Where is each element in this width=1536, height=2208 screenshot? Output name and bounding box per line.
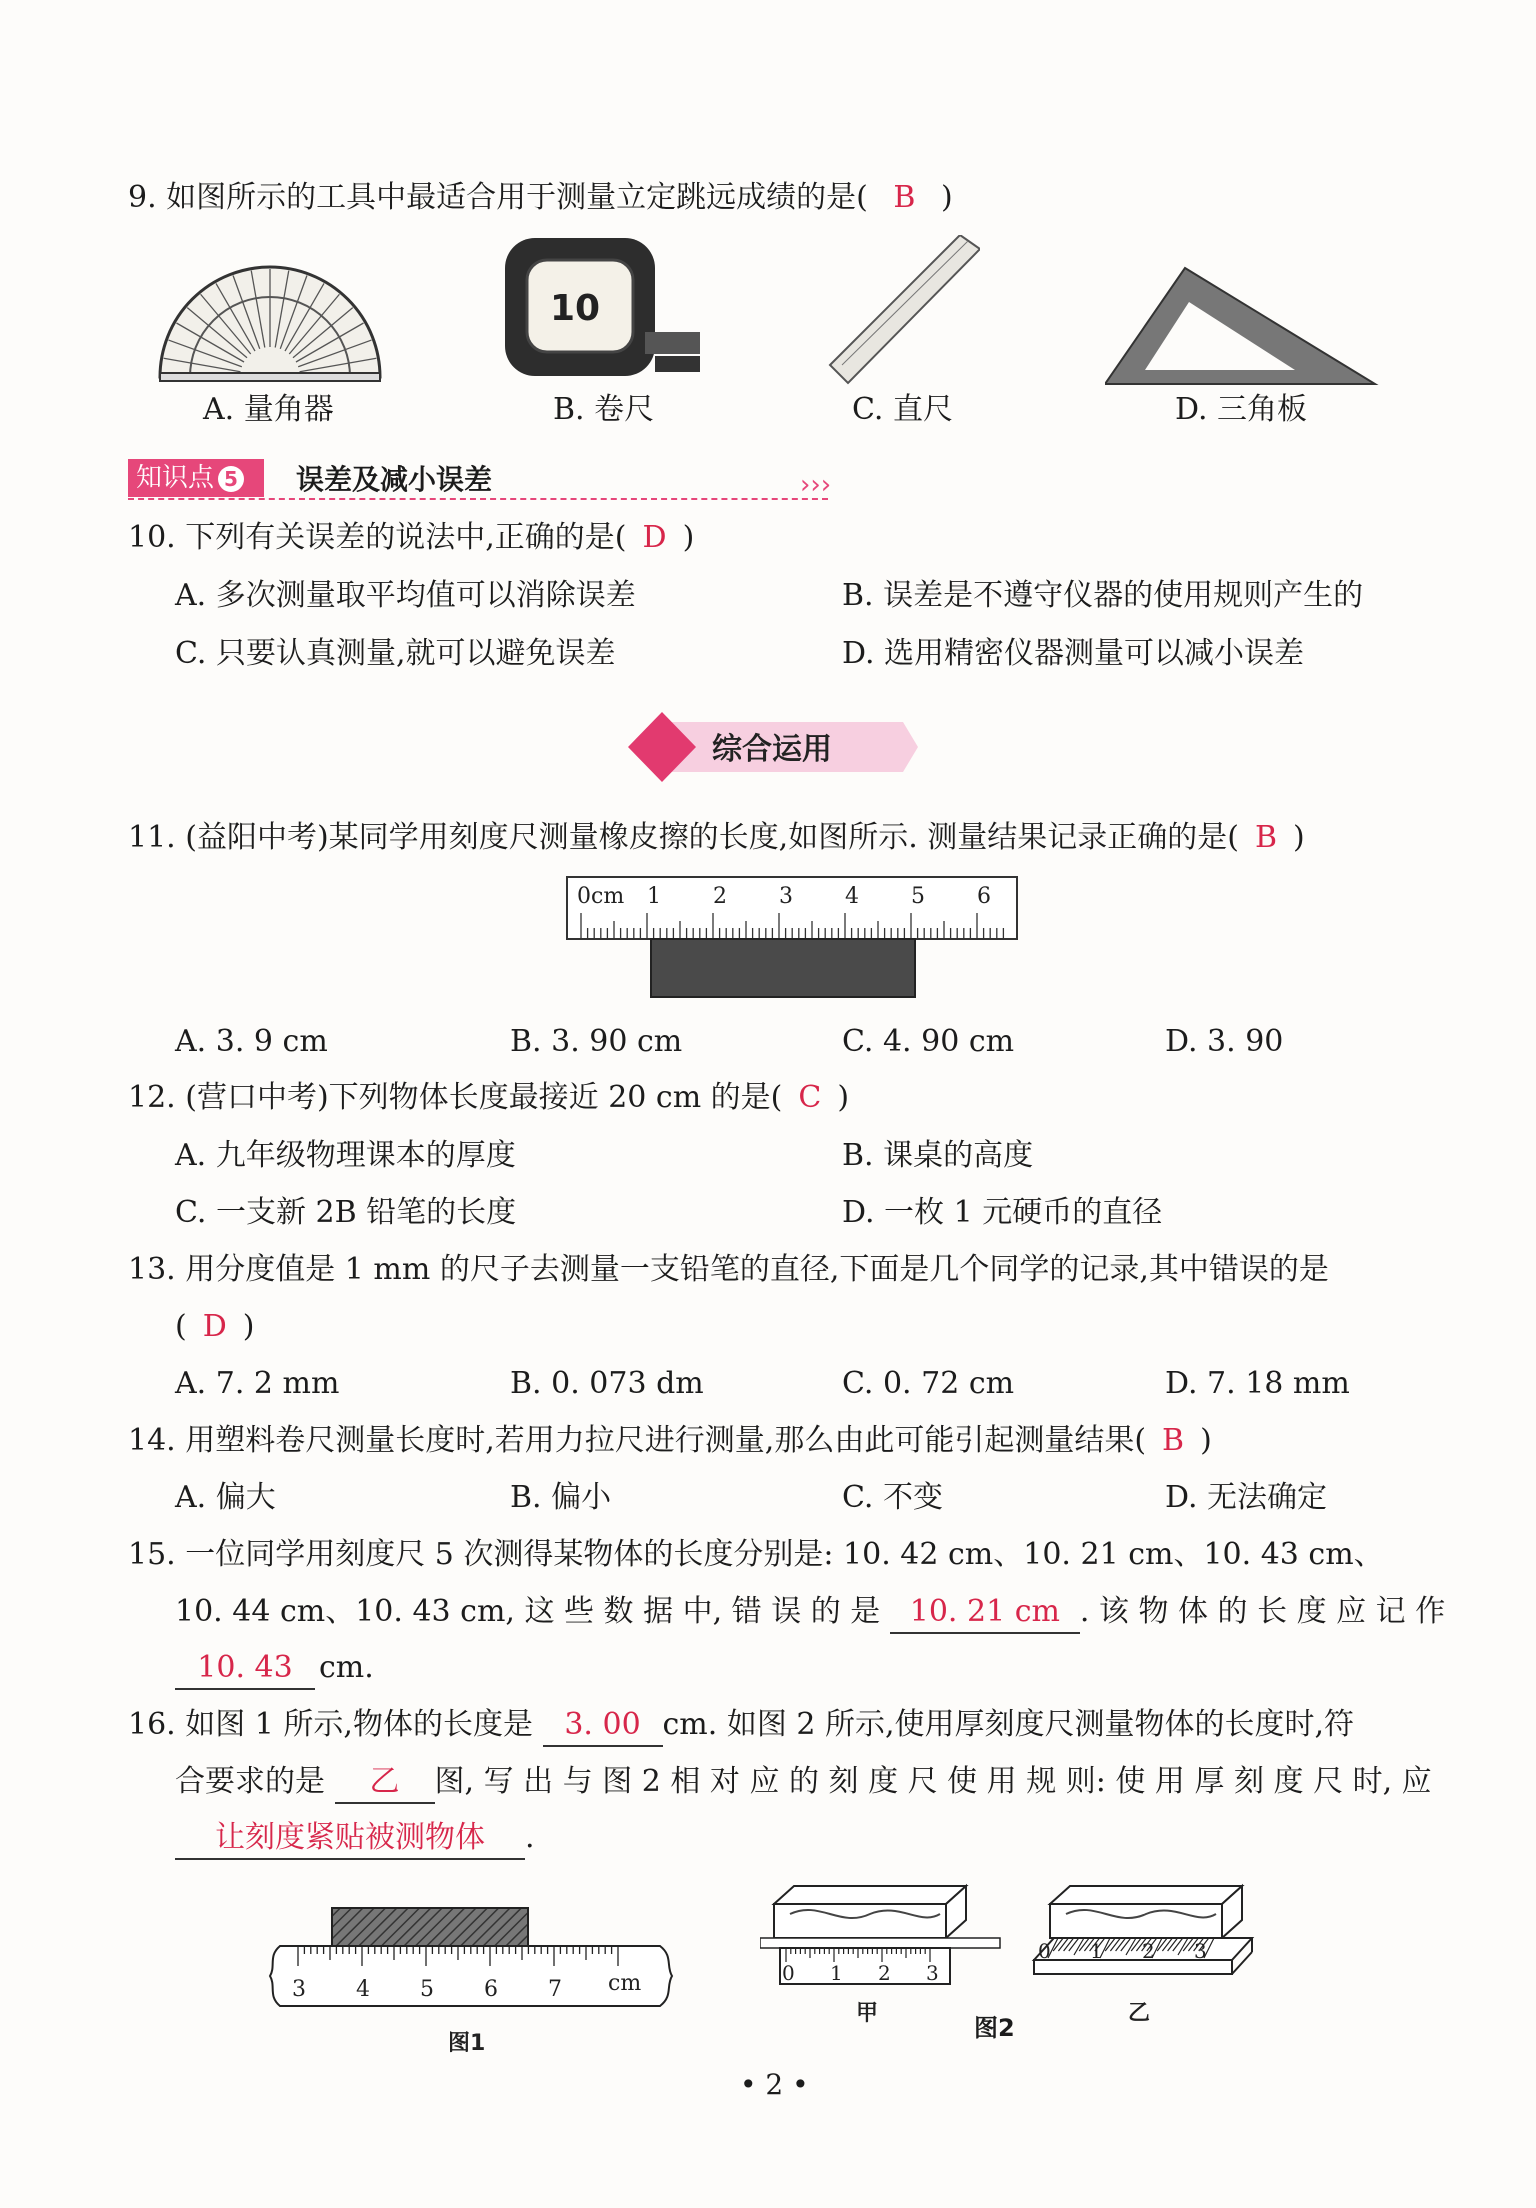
q12-stem: 12. (营口中考)下列物体长度最接近 20 cm 的是( C )	[128, 1080, 850, 1115]
q13-stem: 13. 用分度值是 1 mm 的尺子去测量一支铅笔的直径,下面是几个同学的记录,其中错误的是	[128, 1252, 1329, 1287]
q9-answer: B	[893, 180, 916, 215]
q10-option-b: B. 误差是不遵守仪器的使用规则产生的	[842, 578, 1364, 613]
knowledge-title: 误差及减小误差	[296, 463, 493, 496]
straight-ruler-image	[820, 235, 980, 385]
knowledge-badge: 知识点 5	[128, 459, 264, 497]
fig1-label-5: 5	[420, 1977, 434, 2002]
fig1-label-4: 4	[356, 1977, 370, 2002]
q15-blank-wrong: 10. 21 cm	[890, 1592, 1080, 1634]
q13-option-c: C. 0. 72 cm	[842, 1366, 1015, 1401]
q11-option-c: C. 4. 90 cm	[842, 1024, 1015, 1059]
q15-line1: 15. 一位同学用刻度尺 5 次测得某物体的长度分别是: 10. 42 cm、10. 21 cm、10. 43 cm、	[128, 1537, 1384, 1572]
knowledge-number: 5	[218, 466, 244, 492]
q12-option-b: B. 课桌的高度	[842, 1138, 1034, 1173]
fig1-label-7: 7	[548, 1977, 562, 2002]
q14-stem: 14. 用塑料卷尺测量长度时,若用力拉尺进行测量,那么由此可能引起测量结果( B )	[128, 1423, 1212, 1458]
q16-blank-length: 3. 00	[543, 1705, 663, 1747]
fig1-caption: 图1	[448, 2031, 486, 2056]
q13-option-a: A. 7. 2 mm	[175, 1366, 340, 1401]
section-banner	[628, 712, 918, 782]
arrows-icon: ›››	[800, 470, 832, 500]
yi-label-3: 3	[1194, 1939, 1207, 1963]
q10-stem: 10. 下列有关误差的说法中,正确的是( D )	[128, 520, 695, 555]
q9-stem: 9. 如图所示的工具中最适合用于测量立定跳远成绩的是( B )	[128, 180, 953, 215]
knowledge-divider	[128, 498, 828, 500]
q9-option-a: A. 量角器	[203, 392, 334, 427]
fig1-label-3: 3	[292, 1977, 306, 2002]
jia-label: 甲	[856, 2001, 879, 2026]
q16-line2: 合要求的是 乙 图, 写 出 与 图 2 相 对 应 的 刻 度 尺 使 用 规 则: 使 用 厚 刻 度 尺 时, 应	[175, 1762, 1432, 1804]
q14-answer: B	[1162, 1423, 1185, 1458]
yi-label-1: 1	[1090, 1939, 1103, 1963]
triangle-ruler-image	[1105, 262, 1385, 388]
q14-option-c: C. 不变	[842, 1480, 943, 1515]
q15-line2: 10. 44 cm、10. 43 cm, 这 些 数 据 中, 错 误 的 是 10. 21 cm . 该 物 体 的 长 度 应 记 作	[175, 1592, 1445, 1634]
q12-option-a: A. 九年级物理课本的厚度	[175, 1138, 516, 1173]
q16-blank-rule: 让刻度紧贴被测物体	[175, 1818, 525, 1860]
q13-option-b: B. 0. 073 dm	[510, 1366, 704, 1401]
ruler-label-0: 0cm	[577, 884, 625, 909]
q11-stem: 11. (益阳中考)某同学用刻度尺测量橡皮擦的长度,如图所示. 测量结果记录正确的是( B )	[128, 820, 1305, 855]
q14-option-d: D. 无法确定	[1165, 1480, 1328, 1515]
q9-option-b: B. 卷尺	[553, 392, 655, 427]
section-banner-title: 综合运用	[712, 732, 832, 767]
q11-option-b: B. 3. 90 cm	[510, 1024, 683, 1059]
protractor-image	[150, 255, 390, 385]
ruler-label-1: 1	[647, 884, 661, 909]
figure-1	[268, 1900, 678, 2060]
q12-answer: C	[798, 1080, 822, 1115]
page-number: • 2 •	[740, 2068, 809, 2101]
q15-blank-length: 10. 43	[175, 1648, 315, 1690]
yi-label: 乙	[1128, 2001, 1151, 2026]
q11-option-d: D. 3. 90	[1165, 1024, 1284, 1059]
ruler-label-4: 4	[845, 884, 859, 909]
yi-label-2: 2	[1142, 1939, 1155, 1963]
tape-measure-image	[505, 232, 705, 382]
q13-answer-line: ( D )	[175, 1309, 255, 1344]
q11-option-a: A. 3. 9 cm	[175, 1024, 328, 1059]
q15-line3: 10. 43 cm.	[175, 1648, 374, 1690]
tape-measure-label: 10	[550, 288, 601, 329]
eraser	[651, 939, 915, 997]
fig1-label-6: 6	[484, 1977, 498, 2002]
q10-option-c: C. 只要认真测量,就可以避免误差	[175, 636, 616, 671]
q16-line1: 16. 如图 1 所示,物体的长度是 3. 00 cm. 如图 2 所示,使用厚刻度尺测量物体的长度时,符	[128, 1705, 1354, 1747]
ruler-label-5: 5	[911, 884, 925, 909]
ruler-label-6: 6	[977, 884, 991, 909]
fig1-unit: cm	[608, 1971, 642, 1996]
q16-blank-figure: 乙	[335, 1762, 435, 1804]
q12-option-d: D. 一枚 1 元硬币的直径	[842, 1195, 1163, 1230]
q13-option-d: D. 7. 18 mm	[1165, 1366, 1350, 1401]
figure-2-jia	[760, 1880, 1010, 2030]
ruler-label-2: 2	[713, 884, 727, 909]
q11-ruler-figure	[565, 875, 1025, 1005]
jia-label-3: 3	[926, 1961, 939, 1985]
fig2-caption: 图2	[974, 2014, 1015, 2042]
yi-label-0: 0	[1038, 1939, 1051, 1963]
figure-2-yi	[1030, 1880, 1280, 2030]
q16-line3: 让刻度紧贴被测物体 .	[175, 1818, 535, 1860]
jia-label-0: 0	[782, 1961, 795, 1985]
q10-option-a: A. 多次测量取平均值可以消除误差	[175, 578, 636, 613]
jia-label-2: 2	[878, 1961, 891, 1985]
q9-option-d: D. 三角板	[1175, 392, 1308, 427]
q10-option-d: D. 选用精密仪器测量可以减小误差	[842, 636, 1305, 671]
ruler-label-3: 3	[779, 884, 793, 909]
q14-option-b: B. 偏小	[510, 1480, 612, 1515]
q14-option-a: A. 偏大	[175, 1480, 276, 1515]
q10-answer: D	[642, 520, 667, 555]
q9-option-c: C. 直尺	[852, 392, 953, 427]
q13-answer: D	[202, 1309, 227, 1344]
q12-option-c: C. 一支新 2B 铅笔的长度	[175, 1195, 517, 1230]
q11-answer: B	[1254, 820, 1278, 855]
jia-label-1: 1	[830, 1961, 843, 1985]
